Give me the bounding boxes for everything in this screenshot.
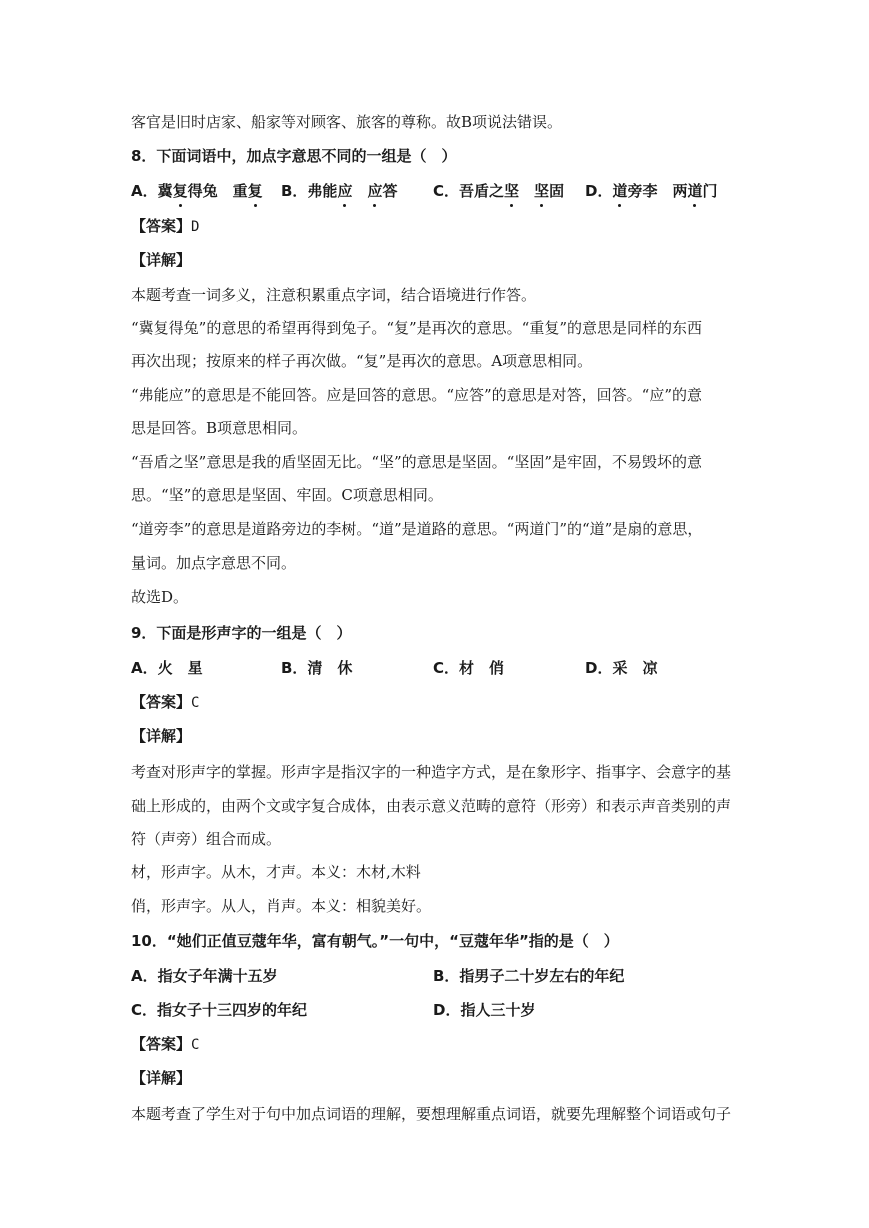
paragraph: 客官是旧时店家、船家等对顾客、旅客的尊称。故B项说法错误。 xyxy=(131,113,563,131)
paragraph: “道旁李”的意思是道路旁边的李树。“道”是道路的意思。“两道门”的“道”是扇的意思， xyxy=(131,520,703,538)
paragraph: “弗能应”的意思是不能回答。应是回答的意思。“应答”的意思是对答，回答。“应”的意 xyxy=(131,386,703,404)
q8-option-b: B．弗能应 应答 xyxy=(281,182,398,200)
paragraph: 本题考查了学生对于句中加点词语的理解，要想理解重点词语，就要先理解整个词语或句子 xyxy=(131,1105,732,1123)
answer-line xyxy=(131,692,741,713)
q8-option-c: C．吾盾之坚 坚固 xyxy=(433,182,565,200)
paragraph: “吾盾之坚”意思是我的盾坚固无比。“坚”的意思是坚固。“坚固”是牢固，不易毁坏的意 xyxy=(131,453,703,471)
q9-option-b: B．清 休 xyxy=(281,659,353,677)
detail-label: 【详解】 xyxy=(131,251,192,269)
answer-value: C xyxy=(191,1037,200,1053)
paragraph: 思。“坚”的意思是坚固、牢固。C项意思相同。 xyxy=(131,486,443,504)
q10-option-a: A．指女子年满十五岁 xyxy=(131,967,278,985)
emphasis-dot-char: 应 xyxy=(337,182,353,200)
paragraph: 符（声旁）组合而成。 xyxy=(131,830,282,848)
question-8-stem: 8．下面词语中，加点字意思不同的一组是（ ） xyxy=(131,147,457,165)
answer-value: C xyxy=(191,695,200,711)
q10-option-d: D．指人三十岁 xyxy=(433,1001,536,1019)
q10-option-b: B．指男子二十岁左右的年纪 xyxy=(433,967,625,985)
answer-value: D xyxy=(191,219,200,235)
paragraph: 材，形声字。从木，才声。本义：木材,木料 xyxy=(131,863,421,881)
paragraph: 思是回答。B项意思相同。 xyxy=(131,419,308,437)
paragraph: 础上形成的，由两个文或字复合成体，由表示意义范畴的意符（形旁）和表示声音类别的声 xyxy=(131,797,732,815)
answer-label: 【答案】 xyxy=(131,1035,192,1053)
paragraph: 考查对形声字的掌握。形声字是指汉字的一种造字方式，是在象形字、指事字、会意字的基 xyxy=(131,763,732,781)
q8-option-d: D．道旁李 两道门 xyxy=(585,182,718,200)
emphasis-dot-char: 坚 xyxy=(504,182,520,200)
emphasis-dot-char: 道 xyxy=(612,182,628,200)
q10-option-c: C．指女子十三四岁的年纪 xyxy=(131,1001,308,1019)
paragraph: 量词。加点字意思不同。 xyxy=(131,554,297,572)
emphasis-dot-char: 复 xyxy=(172,182,188,200)
emphasis-dot-char: 复 xyxy=(247,182,263,200)
paragraph: 再次出现；按原来的样子再次做。“复”是再次的意思。A项意思相同。 xyxy=(131,352,593,370)
question-10-stem: 10．“她们正值豆蔻年华，富有朝气。”一句中，“豆蔻年华”指的是（ ） xyxy=(131,932,619,950)
q9-option-a: A．火 星 xyxy=(131,659,203,677)
detail-label: 【详解】 xyxy=(131,1069,192,1087)
answer-line xyxy=(131,1034,741,1055)
q8-option-a: A．冀复得兔 重复 xyxy=(131,182,263,200)
emphasis-dot-char: 坚 xyxy=(534,182,550,200)
q9-option-d: D．采 凉 xyxy=(585,659,658,677)
emphasis-dot-char: 应 xyxy=(367,182,383,200)
q9-option-c: C．材 俏 xyxy=(433,659,505,677)
answer-label: 【答案】 xyxy=(131,217,192,235)
paragraph: “冀复得兔”的意思的希望再得到兔子。“复”是再次的意思。“重复”的意思是同样的东西 xyxy=(131,319,703,337)
answer-label: 【答案】 xyxy=(131,693,192,711)
paragraph: 故选D。 xyxy=(131,588,189,606)
detail-label: 【详解】 xyxy=(131,727,192,745)
paragraph: 本题考查一词多义，注意积累重点字词，结合语境进行作答。 xyxy=(131,286,537,304)
question-9-stem: 9．下面是形声字的一组是（ ） xyxy=(131,624,352,642)
paragraph: 俏，形声字。从人，肖声。本义：相貌美好。 xyxy=(131,897,432,915)
answer-line xyxy=(131,216,741,237)
emphasis-dot-char: 道 xyxy=(687,182,703,200)
